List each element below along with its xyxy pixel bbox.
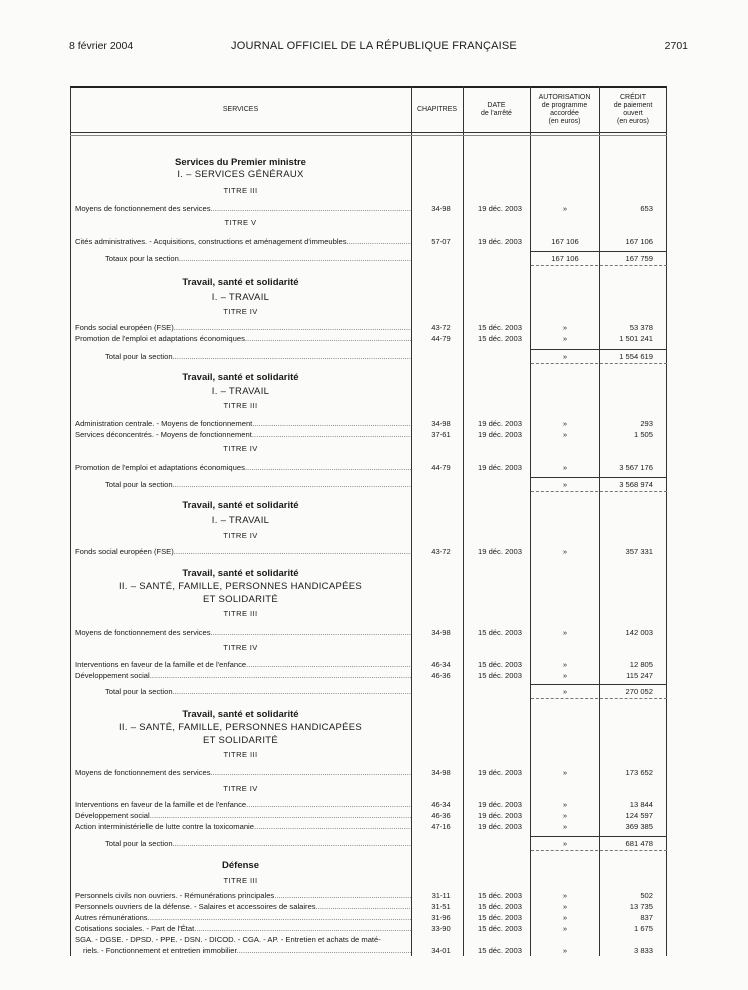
row-date: 19 déc. 2003: [478, 204, 522, 213]
row-credit: 357 331: [625, 547, 653, 556]
row-label: Interventions en faveur de la famille et de l'enfance .....: [75, 799, 411, 810]
row-authorization: »: [562, 660, 568, 669]
row-credit: 837: [640, 913, 653, 922]
row-credit: 142 003: [625, 628, 653, 637]
row-authorization: »: [562, 430, 568, 439]
total-rule: [531, 836, 667, 837]
row-date: 15 déc. 2003: [478, 891, 522, 900]
row-credit: 1 505: [633, 430, 653, 439]
total-rule: [531, 477, 667, 478]
total-rule: [531, 850, 667, 851]
titre-heading: TITRE V: [224, 218, 257, 227]
row-chapter: 43-72: [431, 323, 451, 332]
row-authorization: »: [562, 547, 568, 556]
row-chapter: 46-34: [431, 660, 451, 669]
row-date: 19 déc. 2003: [478, 237, 522, 246]
table-row: [75, 627, 667, 638]
row-date: 15 déc. 2003: [478, 660, 522, 669]
row-chapter: 34-98: [431, 204, 451, 213]
row-label: Personnels civils non ouvriers. - Rémunérations principales .....: [75, 890, 411, 901]
titre-heading: TITRE III: [223, 876, 258, 885]
row-credit: 167 106: [625, 237, 653, 246]
row-label: Développement social .....: [75, 670, 411, 681]
section-title: Travail, santé et solidarité: [182, 500, 299, 511]
row-label: Services déconcentrés. - Moyens de fonctionnement .....: [75, 429, 411, 440]
row-authorization: 167 106: [551, 237, 579, 246]
row-label: Fonds social européen (FSE) .....: [75, 322, 411, 333]
row-chapter: 46-36: [431, 671, 451, 680]
header-separator: [70, 135, 667, 136]
column-header-label: DATE: [487, 102, 506, 109]
table-row: [75, 923, 667, 934]
row-label: Moyens de fonctionnement des services .....: [75, 767, 411, 778]
titre-heading: TITRE IV: [223, 531, 258, 540]
row-label: Développement social .....: [75, 810, 411, 821]
row-chapter: 43-72: [431, 547, 451, 556]
table-row: [75, 821, 667, 832]
total-rule: [531, 265, 667, 266]
page-header: [0, 40, 748, 54]
row-label: SGA. - DGSE. - DPSD. - PPE. - DSN. - DICOD. - CGA. - AP. - Entretien et achats de maté-: [75, 935, 381, 944]
row-authorization: »: [562, 671, 568, 680]
section-subtitle: ET SOLIDARITÉ: [203, 735, 278, 746]
section-title: Services du Premier ministre: [175, 157, 306, 168]
total-row: [75, 838, 667, 849]
row-chapter: 44-79: [431, 334, 451, 343]
total-authorization: »: [562, 687, 568, 696]
table-row: [75, 333, 667, 344]
table-row: [75, 810, 667, 821]
total-label: Totaux pour la section .....: [105, 253, 411, 264]
section-subtitle: ET SOLIDARITÉ: [203, 594, 278, 605]
section-subtitle: II. – SANTÉ, FAMILLE, PERSONNES HANDICAPÉES: [118, 722, 363, 733]
column-header-services: [70, 88, 411, 132]
row-credit: 1 501 241: [619, 334, 653, 343]
titre-heading: TITRE IV: [223, 784, 258, 793]
row-authorization: »: [562, 800, 568, 809]
row-chapter: 34-98: [431, 768, 451, 777]
total-rule: [531, 349, 667, 350]
table-row: [75, 322, 667, 333]
table-row: [75, 546, 667, 557]
row-date: 19 déc. 2003: [478, 547, 522, 556]
row-date: 15 déc. 2003: [478, 913, 522, 922]
row-authorization: »: [562, 334, 568, 343]
row-credit: 53 378: [629, 323, 653, 332]
column-header-label: ouvert: [623, 110, 643, 117]
row-chapter: 46-36: [431, 811, 451, 820]
row-credit: 369 385: [625, 822, 653, 831]
table-row: [75, 203, 667, 214]
section-subtitle: I. – SERVICES GÉNÉRAUX: [177, 169, 304, 180]
row-label: Moyens de fonctionnement des services .....: [75, 203, 411, 214]
row-label: Promotion de l'emploi et adaptations économiques .....: [75, 462, 411, 473]
section-subtitle: I. – TRAVAIL: [211, 515, 270, 526]
row-chapter: 37-61: [431, 430, 451, 439]
row-authorization: »: [562, 891, 568, 900]
table-row: [75, 462, 667, 473]
row-date: 15 déc. 2003: [478, 671, 522, 680]
row-chapter: 46-34: [431, 800, 451, 809]
row-authorization: »: [562, 913, 568, 922]
row-chapter: 44-79: [431, 463, 451, 472]
row-chapter: 33-90: [431, 924, 451, 933]
titre-heading: TITRE III: [223, 186, 258, 195]
total-label: Total pour la section .....: [105, 838, 411, 849]
total-credit: 681 478: [625, 839, 653, 848]
row-credit: 173 652: [625, 768, 653, 777]
column-header-label: CHAPITRES: [416, 106, 458, 113]
row-authorization: »: [562, 204, 568, 213]
section-title: Travail, santé et solidarité: [182, 277, 299, 288]
total-rule: [531, 363, 667, 364]
row-date: 19 déc. 2003: [478, 811, 522, 820]
table-row: [75, 418, 667, 429]
total-row: [75, 253, 667, 264]
table-row: [75, 659, 667, 670]
page-number: 2701: [664, 40, 688, 52]
row-chapter: 34-98: [431, 628, 451, 637]
row-authorization: »: [562, 902, 568, 911]
total-rule: [531, 491, 667, 492]
column-header-label: accordée: [550, 110, 579, 117]
row-chapter: 31-11: [431, 891, 451, 900]
row-authorization: »: [562, 463, 568, 472]
row-authorization: »: [562, 768, 568, 777]
table-row: [75, 799, 667, 810]
titre-heading: TITRE IV: [223, 444, 258, 453]
column-header-date: [463, 88, 530, 132]
row-credit: 293: [640, 419, 653, 428]
row-authorization: »: [562, 822, 568, 831]
table-row: [75, 767, 667, 778]
column-header-label: (en euros): [617, 118, 649, 125]
row-date: 19 déc. 2003: [478, 800, 522, 809]
row-label: Action interministérielle de lutte contre la toxicomanie .....: [75, 821, 411, 832]
total-credit: 270 052: [625, 687, 653, 696]
section-subtitle: I. – TRAVAIL: [211, 386, 270, 397]
titre-heading: TITRE IV: [223, 643, 258, 652]
row-credit: 124 597: [625, 811, 653, 820]
table-row: [75, 912, 667, 923]
row-authorization: »: [562, 924, 568, 933]
column-header-chapitres: [411, 88, 463, 132]
titre-heading: TITRE III: [223, 609, 258, 618]
column-header-credit: [599, 88, 667, 132]
journal-title: JOURNAL OFFICIEL DE LA RÉPUBLIQUE FRANÇAISE: [231, 40, 517, 52]
row-label: Moyens de fonctionnement des services .....: [75, 627, 411, 638]
total-rule: [531, 698, 667, 699]
row-chapter: 31-96: [431, 913, 451, 922]
row-credit: 115 247: [626, 671, 653, 680]
row-authorization: »: [562, 323, 568, 332]
column-header-label: (en euros): [548, 118, 581, 125]
row-date: 19 déc. 2003: [478, 419, 522, 428]
row-chapter: 34-98: [431, 419, 451, 428]
total-authorization: »: [562, 480, 568, 489]
row-label: Promotion de l'emploi et adaptations économiques .....: [75, 333, 411, 344]
total-rule: [531, 251, 667, 252]
total-credit: 3 568 974: [619, 480, 653, 489]
row-date: 19 déc. 2003: [478, 463, 522, 472]
header-separator: [70, 132, 667, 133]
column-header-label: SERVICES: [222, 106, 259, 113]
titre-heading: TITRE IV: [223, 307, 258, 316]
row-credit: 12 805: [629, 660, 653, 669]
section-title: Travail, santé et solidarité: [182, 372, 299, 383]
row-date: 15 déc. 2003: [478, 946, 522, 955]
row-date: 19 déc. 2003: [478, 822, 522, 831]
total-row: [75, 686, 667, 697]
column-header-label: de programme: [541, 102, 588, 109]
publication-date: 8 février 2004: [69, 40, 134, 52]
total-row: [75, 351, 667, 362]
table-row: [75, 429, 667, 440]
row-credit: 502: [640, 891, 653, 900]
total-authorization: »: [562, 352, 568, 361]
row-label: Administration centrale. - Moyens de fonctionnement .....: [75, 418, 411, 429]
section-subtitle: I. – TRAVAIL: [211, 292, 270, 303]
row-label: Cotisations sociales. - Part de l'État .....: [75, 923, 411, 934]
section-title: Défense: [222, 860, 259, 871]
total-row: [75, 479, 667, 490]
row-chapter: 47-16: [431, 822, 451, 831]
total-label: Total pour la section .....: [105, 479, 411, 490]
section-title: Travail, santé et solidarité: [182, 709, 299, 720]
table-row: [75, 890, 667, 901]
total-credit: 1 554 619: [619, 352, 653, 361]
row-date: 19 déc. 2003: [478, 768, 522, 777]
total-rule: [531, 684, 667, 685]
row-credit: 653: [640, 204, 653, 213]
row-credit: 1 675: [633, 924, 653, 933]
total-credit: 167 759: [625, 254, 653, 263]
row-chapter: 34-01: [431, 946, 451, 955]
row-date: 19 déc. 2003: [478, 430, 522, 439]
row-date: 15 déc. 2003: [478, 924, 522, 933]
row-credit: 3 567 176: [619, 463, 653, 472]
total-label: Total pour la section .....: [105, 351, 411, 362]
total-label: Total pour la section .....: [105, 686, 411, 697]
column-header-autorisation: [530, 88, 599, 132]
row-credit: 13 735: [629, 902, 653, 911]
row-chapter: 31-51: [431, 902, 451, 911]
titre-heading: TITRE III: [223, 401, 258, 410]
row-label: Fonds social européen (FSE) .....: [75, 546, 411, 557]
table-row: [75, 945, 667, 956]
column-header-label: de paiement: [613, 102, 653, 109]
table-row: [75, 236, 667, 247]
row-authorization: »: [562, 811, 568, 820]
row-label: Personnels ouvriers de la défense. - Salaires et accessoires de salaires .....: [75, 901, 411, 912]
section-subtitle: II. – SANTÉ, FAMILLE, PERSONNES HANDICAPÉES: [118, 581, 363, 592]
column-header-label: AUTORISATION: [538, 94, 591, 101]
row-authorization: »: [562, 419, 568, 428]
total-authorization: 167 106: [551, 254, 579, 263]
row-authorization: »: [562, 628, 568, 637]
column-header-label: de l'arrêté: [481, 110, 512, 117]
row-authorization: »: [562, 946, 568, 955]
column-header-label: CRÉDIT: [619, 94, 647, 101]
row-date: 15 déc. 2003: [478, 323, 522, 332]
row-label: Interventions en faveur de la famille et de l'enfance .....: [75, 659, 411, 670]
row-credit: 13 844: [629, 800, 653, 809]
row-date: 15 déc. 2003: [478, 902, 522, 911]
section-title: Travail, santé et solidarité: [182, 568, 299, 579]
row-date: 15 déc. 2003: [478, 334, 522, 343]
table-row: [75, 934, 667, 945]
titre-heading: TITRE III: [223, 750, 258, 759]
table-row: [75, 670, 667, 681]
row-chapter: 57-07: [431, 237, 451, 246]
row-credit: 3 833: [633, 946, 653, 955]
row-label: Cités administratives. - Acquisitions, constructions et aménagement d'immeubles .....: [75, 236, 411, 247]
total-authorization: »: [562, 839, 568, 848]
row-label: Autres rémunérations .....: [75, 912, 411, 923]
row-label: riels. - Fonctionnement et entretien immobilier .....: [83, 945, 411, 956]
table-row: [75, 901, 667, 912]
row-date: 15 déc. 2003: [478, 628, 522, 637]
